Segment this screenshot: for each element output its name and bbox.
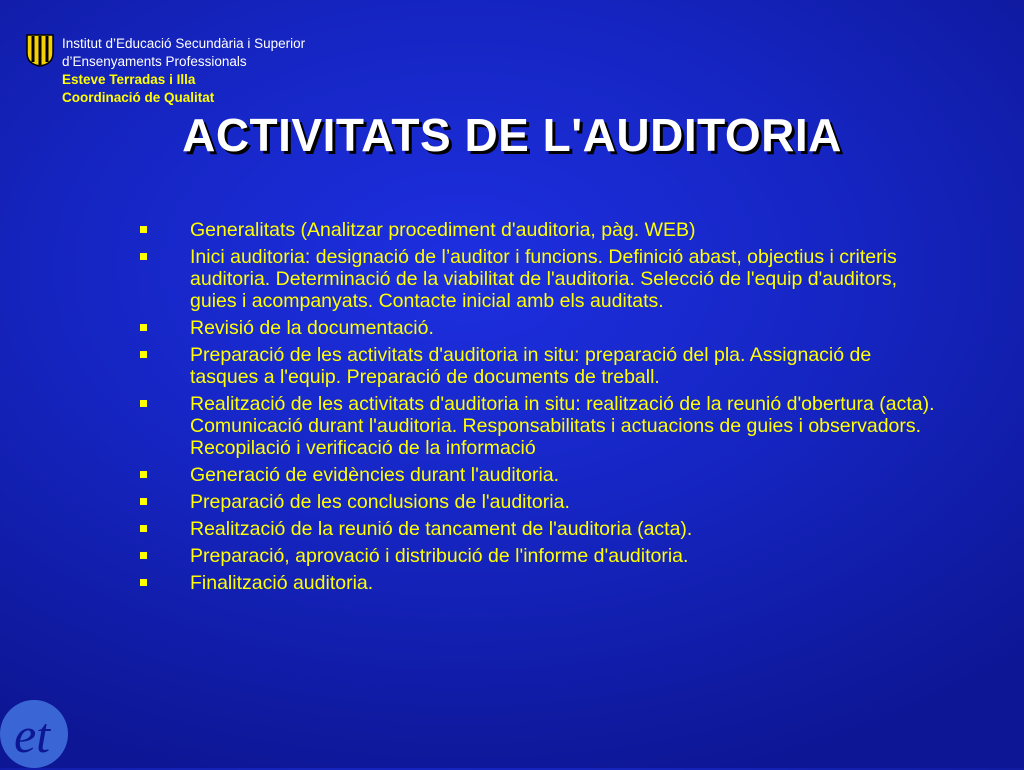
square-bullet-icon xyxy=(140,525,147,532)
list-item xyxy=(138,317,938,339)
list-item-text: Realització de les activitats d'auditoria in situ: realització de la reunió d'obertura (acta). Comunicació durant l'auditoria. Responsabilitats i actuacions de guies i observadors. Recopilació i verificació de la informació xyxy=(190,393,935,459)
square-bullet-icon xyxy=(140,226,147,233)
catalan-seal-icon xyxy=(24,33,56,67)
list-item-text: Preparació, aprovació i distribució de l'informe d'auditoria. xyxy=(190,545,689,567)
list-item-text: Revisió de la documentació. xyxy=(190,317,434,339)
square-bullet-icon xyxy=(140,552,147,559)
square-bullet-icon xyxy=(140,579,147,586)
list-item-text: Preparació de les activitats d'auditoria in situ: preparació del pla. Assignació de tasques a l'equip. Preparació de documents de treball. xyxy=(190,344,872,388)
institution-name xyxy=(62,35,382,107)
institution-line-1: Institut d’Educació Secundària i Superior xyxy=(62,36,306,51)
slide-title: ACTIVITATS DE L'AUDITORIA xyxy=(182,109,842,161)
et-logo-icon xyxy=(0,694,76,770)
square-bullet-icon xyxy=(140,471,147,478)
list-item xyxy=(138,344,938,388)
logo-text: et xyxy=(13,707,51,763)
institution-line-3: Esteve Terradas i Illa xyxy=(62,72,196,87)
list-item-text: Generalitats (Analitzar procediment d'auditoria, pàg. WEB) xyxy=(190,219,696,241)
square-bullet-icon xyxy=(140,400,147,407)
square-bullet-icon xyxy=(140,253,147,260)
list-item xyxy=(138,464,938,486)
list-item-text: Inici auditoria: designació de l’auditor i funcions. Definició abast, objectius i criteris auditoria. Determinació de la viabilitat de l'auditoria. Selecció de l'equip d'auditors, guies i acompanyats. Contacte inicial amb els auditats. xyxy=(190,246,898,312)
list-item xyxy=(138,572,938,594)
list-item-text: Finalització auditoria. xyxy=(190,572,374,594)
square-bullet-icon xyxy=(140,351,147,358)
list-item xyxy=(138,246,938,312)
activities-list xyxy=(138,219,938,599)
list-item xyxy=(138,518,938,540)
list-item-text: Preparació de les conclusions de l'auditoria. xyxy=(190,491,570,513)
square-bullet-icon xyxy=(140,498,147,505)
list-item xyxy=(138,545,938,567)
list-item xyxy=(138,491,938,513)
list-item-text: Realització de la reunió de tancament de l'auditoria (acta). xyxy=(190,518,693,540)
square-bullet-icon xyxy=(140,324,147,331)
institution-line-4: Coordinació de Qualitat xyxy=(62,90,215,105)
list-item-text: Generació de evidències durant l'auditoria. xyxy=(190,464,560,486)
list-item xyxy=(138,393,938,459)
list-item xyxy=(138,219,938,241)
institution-line-2: d’Ensenyaments Professionals xyxy=(62,54,247,69)
